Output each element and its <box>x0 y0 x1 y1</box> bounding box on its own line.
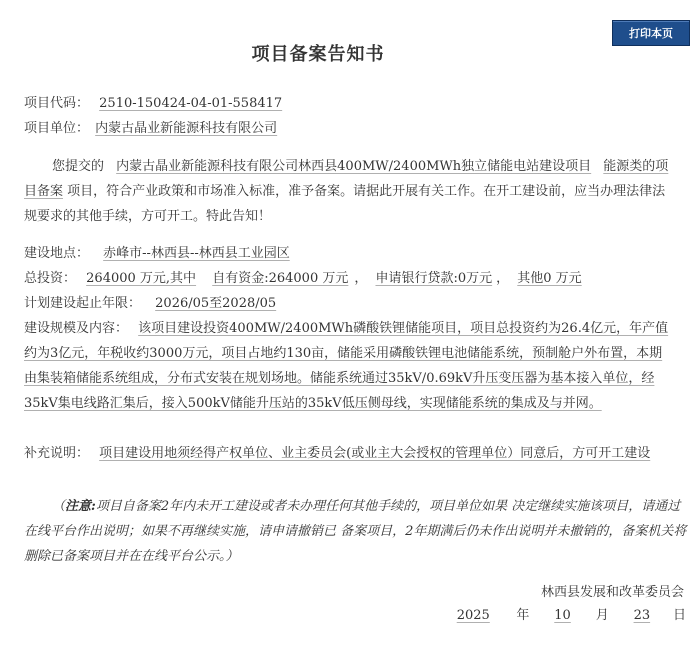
date-year-unit: 年 <box>516 608 530 623</box>
location-label: 建设地点： <box>24 246 90 261</box>
print-page-button[interactable]: 打印本页 <box>612 20 690 46</box>
date-day-unit: 日 <box>672 608 686 623</box>
project-code-value: 2510-150424-04-01-558417 <box>99 96 283 111</box>
notice-warning <box>24 494 688 569</box>
note-text: 项目自备案2年内未开工建设或者未办理任何其他手续的，项目单位如果 决定继续实施该项目，请通过在线平台作出说明；如果不再继续实施，请申请撤销已 备案项目，2年期满后仍未作出说明并未撤销的，备案机关将删除已备案项目并在在线平台公示。） <box>24 499 687 564</box>
project-unit-value: 内蒙古晶业新能源科技有限公司 <box>95 121 278 136</box>
intro-suffix: 项目，符合产业政策和市场准入标准，准予备案。请据此开展有关工作。在开工建设前，应当办理法律法规要求的其他手续，方可开工。特此告知！ <box>24 184 666 224</box>
note-bold-label: 注意: <box>65 499 96 514</box>
project-unit-row <box>24 119 279 139</box>
project-code-row <box>24 94 288 114</box>
self-funds: 自有资金:264000 万元 <box>212 271 349 286</box>
date-year: 2025 <box>456 608 490 623</box>
date-month-unit: 月 <box>595 608 609 623</box>
issue-date <box>446 604 686 623</box>
scale-paragraph <box>24 316 674 416</box>
other-funds: 其他0 万元 <box>517 271 582 286</box>
investment-row: 总投资： 264000 万元,其中 自有资金:264000 万元 ， 申请银行贷款:0万元 ， 其他0 万元 <box>24 269 586 289</box>
intro-paragraph <box>24 154 674 229</box>
bank-loan: 申请银行贷款:0万元 <box>375 271 493 286</box>
scale-text: 该项目建设投资400MW/2400MWh磷酸铁锂储能项目，项目总投资约为26.4亿元，年产值约为3亿元，年税收约3000万元，项目占地约130亩，储能采用磷酸铁锂电池储能系统，预制舱户外布置，本期由集装箱储能系统组成，分布式安装在规划场地。储能系统通过35kV/0.69kV升压变压器为基本接入单位，经35kV集电线路汇集后，接入500kV储能升压站的35kV低压侧母线，实现储能系统的集成及与并网。 <box>24 321 669 411</box>
period-row <box>24 294 286 314</box>
scale-label: 建设规模及内容： <box>24 321 129 336</box>
issuing-authority: 林西县发展和改革委员会 <box>540 585 684 600</box>
intro-prefix: 您提交的 <box>52 159 105 174</box>
date-day: 23 <box>633 608 651 623</box>
period-label: 计划建设起止年限： <box>24 296 142 311</box>
supplement-text: 项目建设用地须经得产权单位、业主委员会(或业主大会授权的管理单位）同意后，方可开工建设 <box>99 446 651 461</box>
date-month: 10 <box>554 608 571 623</box>
period-value: 2026/05至2028/05 <box>155 296 277 311</box>
investment-label: 总投资： <box>24 271 77 286</box>
note-open-paren: （ <box>52 499 66 514</box>
location-value: 赤峰市--林西县--林西县工业园区 <box>103 246 290 261</box>
supplement-label: 补充说明： <box>24 446 90 461</box>
supplement-paragraph <box>24 441 674 466</box>
location-row <box>24 244 300 264</box>
project-unit-label: 项目单位： <box>24 121 90 136</box>
project-code-label: 项目代码： <box>24 96 90 111</box>
intro-project-category: 能源类的项目备案 <box>24 159 669 199</box>
investment-total: 264000 万元,其中 <box>86 271 197 286</box>
document-title: 项目备案告知书 <box>251 44 385 65</box>
intro-project-name: 内蒙古晶业新能源科技有限公司林西县400MW/2400MWh独立储能电站建设项目 <box>116 159 592 174</box>
